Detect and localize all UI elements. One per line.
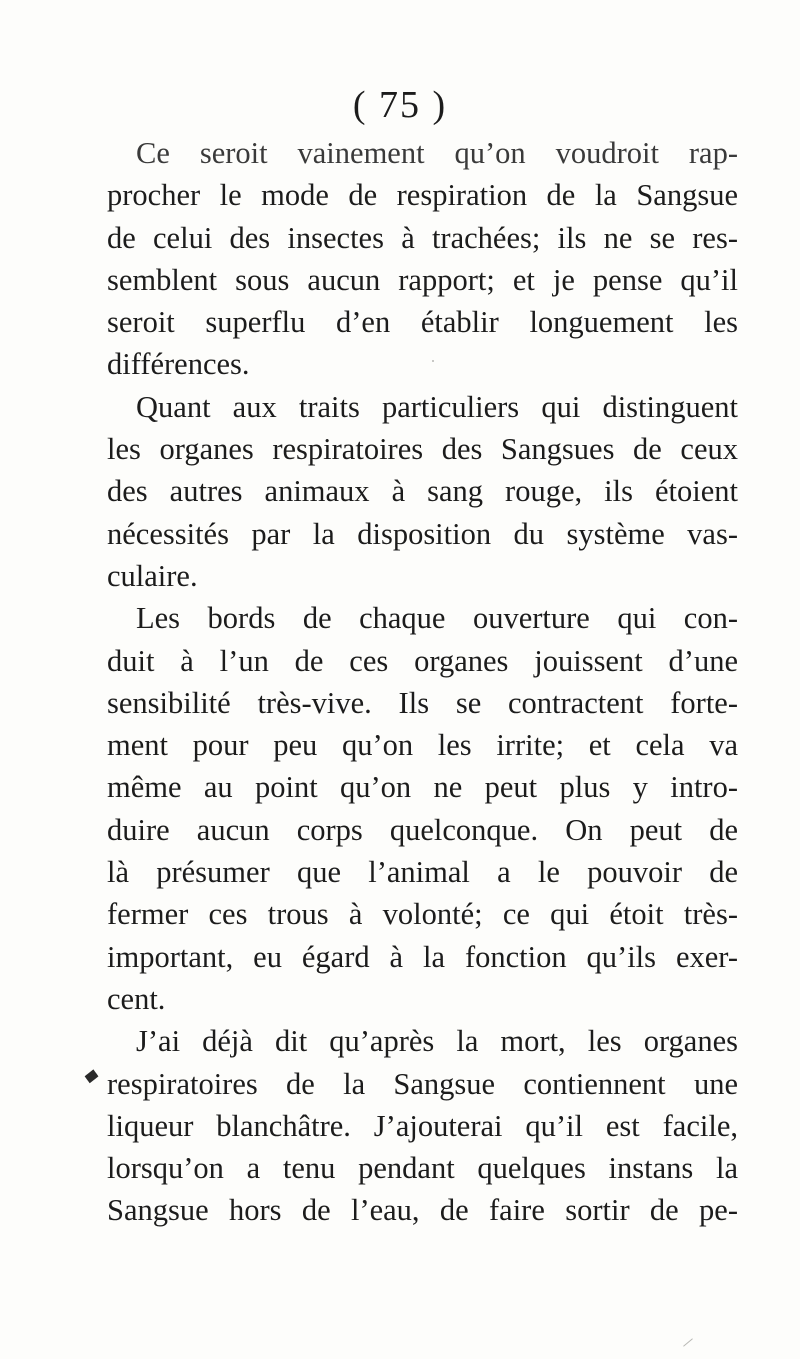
text-line: procher le mode de respiration de la Sangsue: [107, 178, 738, 213]
text-line: fermer ces trous à volonté; ce qui étoit très-: [107, 897, 738, 932]
text-line: culaire.: [107, 558, 198, 593]
text-line: Quant aux traits particuliers qui distinguent: [136, 389, 738, 424]
text-line: Ce seroit vainement qu’on voudroit rap-: [136, 136, 738, 170]
page-number: ( 75 ): [352, 84, 448, 126]
text-line: respiratoires de la Sangsue contiennent une: [107, 1066, 738, 1101]
text-line: les organes respiratoires des Sangsues de ceux: [107, 432, 738, 467]
text-line: même au point qu’on ne peut plus y intro-: [107, 770, 738, 805]
margin-ink-mark: ◆: [82, 1065, 102, 1085]
text-line: duire aucun corps quelconque. On peut de: [107, 812, 738, 847]
text-line: de celui des insectes à trachées; ils ne se res-: [107, 220, 738, 255]
text-line: J’ai déjà dit qu’après la mort, les organes: [136, 1024, 738, 1059]
text-line: sensibilité très-vive. Ils se contractent forte-: [107, 685, 738, 720]
text-line: cent.: [107, 981, 166, 1016]
text-line: Sangsue hors de l’eau, de faire sortir de pe-: [107, 1193, 738, 1228]
text-line: des autres animaux à sang rouge, ils étoient: [107, 474, 738, 509]
text-line: seroit superflu d’en établir longuement les: [107, 305, 738, 340]
paper-speck: [683, 1338, 693, 1346]
paper-speck: [432, 360, 434, 362]
text-line: duit à l’un de ces organes jouissent d’une: [107, 643, 738, 678]
text-line: lorsqu’on a tenu pendant quelques instans la: [107, 1151, 738, 1186]
text-line: important, eu égard à la fonction qu’ils exer-: [107, 939, 738, 974]
text-line: semblent sous aucun rapport; et je pense qu’il: [107, 262, 738, 297]
text-line: là présumer que l’animal a le pouvoir de: [107, 855, 738, 890]
text-line: Les bords de chaque ouverture qui con-: [136, 601, 738, 636]
text-line: ment pour peu qu’on les irrite; et cela va: [107, 728, 738, 763]
text-line: liqueur blanchâtre. J’ajouterai qu’il est facile,: [107, 1108, 738, 1143]
text-line: nécessités par la disposition du système vas-: [107, 516, 738, 551]
text-line: différences.: [107, 347, 250, 382]
page-body-text: [107, 132, 738, 1232]
